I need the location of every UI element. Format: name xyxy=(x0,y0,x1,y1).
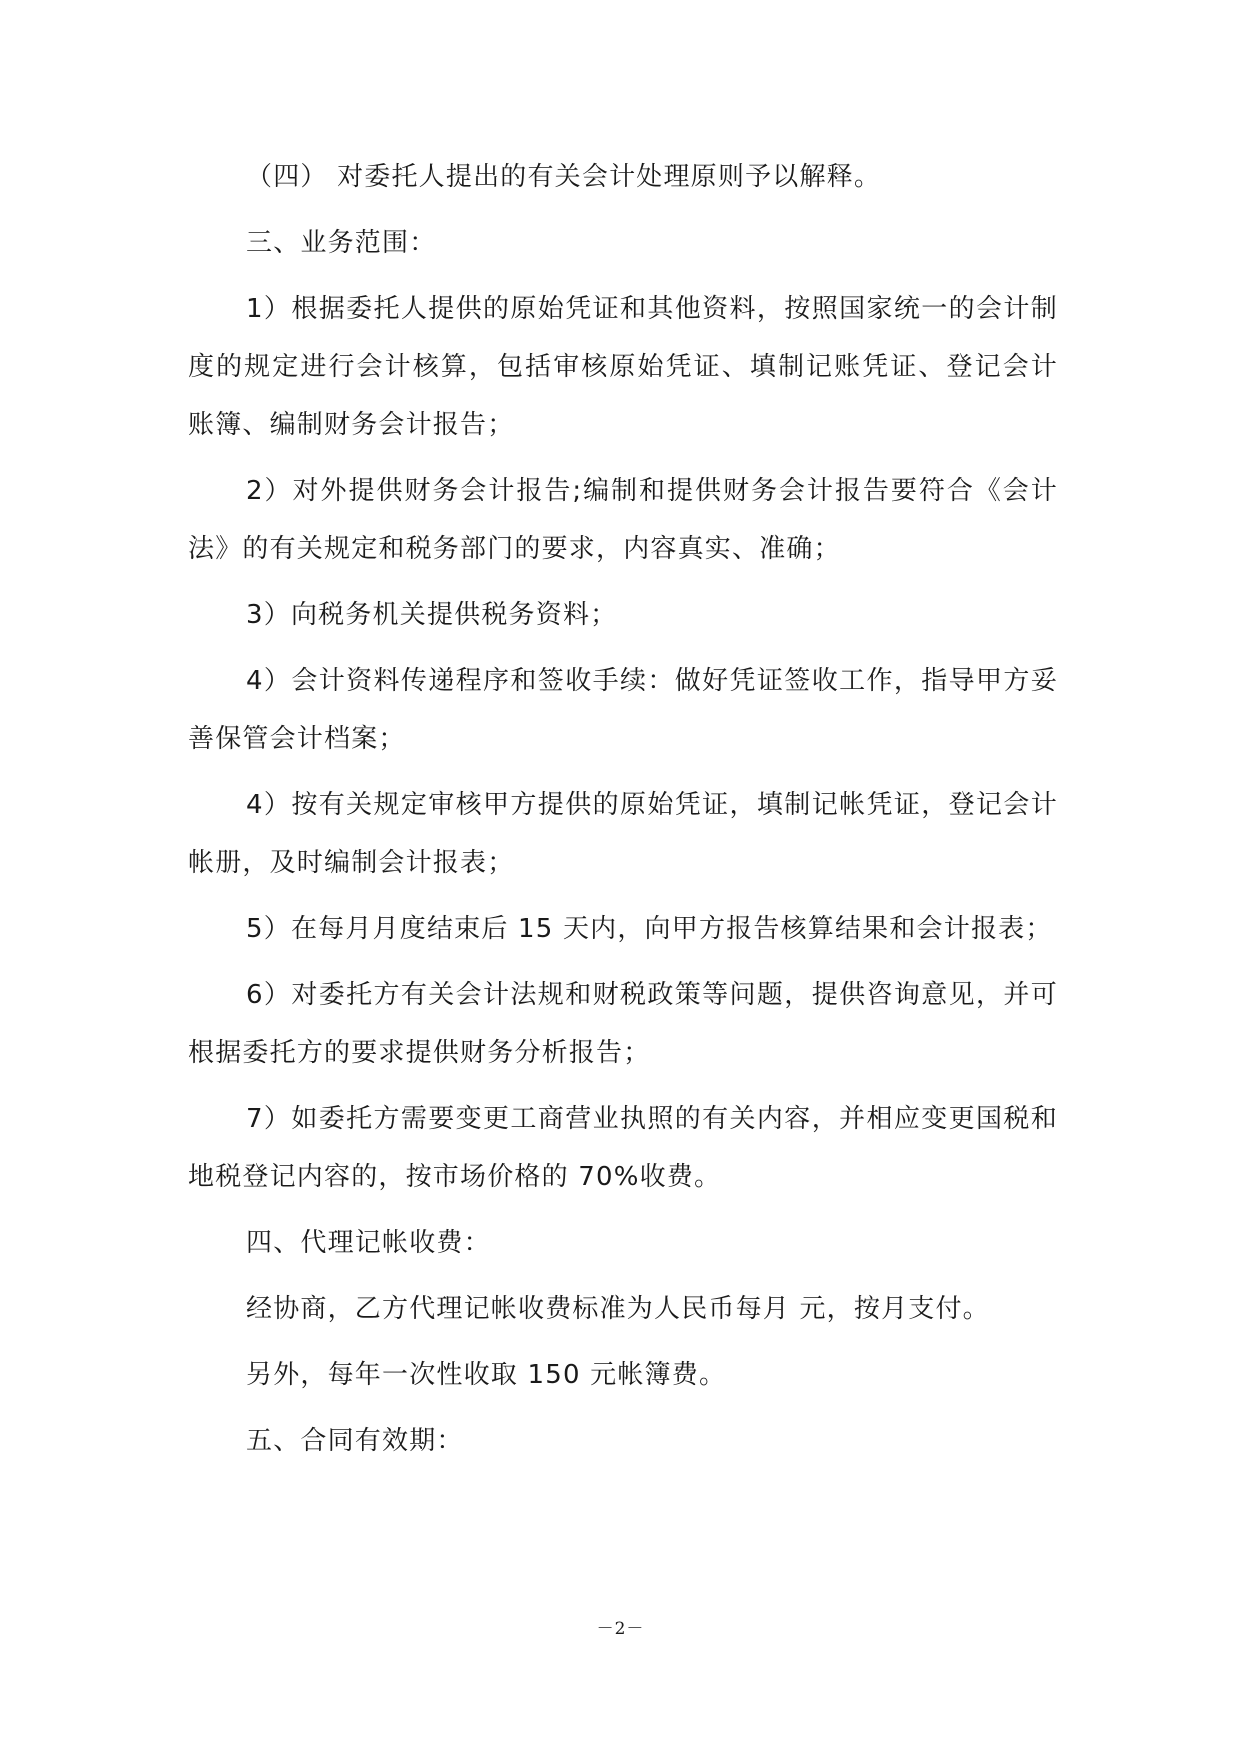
page-number: －2－ xyxy=(596,1619,645,1639)
list-item-consulting: 6）对委托方有关会计法规和财税政策等问题，提供咨询意见，并可根据委托方的要求提供财务分析报告； xyxy=(188,980,1058,1068)
document-body xyxy=(188,148,1058,1470)
list-item-accounting: 1）根据委托人提供的原始凭证和其他资料，按照国家统一的会计制度的规定进行会计核算，包括审核原始凭证、填制记账凭证、登记会计账簿、编制财务会计报告； xyxy=(188,294,1058,440)
section-heading-validity: 五、合同有效期： xyxy=(246,1426,464,1456)
section-heading-business-scope: 三、业务范围： xyxy=(246,228,437,258)
paragraph-explain-principles: （四） 对委托人提出的有关会计处理原则予以解释。 xyxy=(246,162,882,192)
list-item-financial-report: 2）对外提供财务会计报告;编制和提供财务会计报告要符合《会计法》的有关规定和税务部门的要求，内容真实、准确； xyxy=(188,476,1058,564)
list-item-review-vouchers: 4）按有关规定审核甲方提供的原始凭证，填制记帐凭证，登记会计帐册，及时编制会计报表； xyxy=(188,790,1058,878)
list-item-transfer-procedure: 4）会计资料传递程序和签收手续：做好凭证签收工作，指导甲方妥善保管会计档案； xyxy=(188,666,1058,754)
section-heading-fees: 四、代理记帐收费： xyxy=(246,1228,491,1258)
list-item-monthly-report: 5）在每月月度结束后 15 天内，向甲方报告核算结果和会计报表； xyxy=(246,914,1053,944)
paragraph-fee-standard: 经协商，乙方代理记帐收费标准为人民币每月 元，按月支付。 xyxy=(246,1294,990,1324)
list-item-license-change: 7）如委托方需要变更工商营业执照的有关内容，并相应变更国税和地税登记内容的，按市场价格的 70%收费。 xyxy=(188,1104,1058,1192)
list-item-tax-materials: 3）向税务机关提供税务资料； xyxy=(246,600,618,630)
paragraph-ledger-fee: 另外，每年一次性收取 150 元帐簿费。 xyxy=(246,1360,727,1390)
